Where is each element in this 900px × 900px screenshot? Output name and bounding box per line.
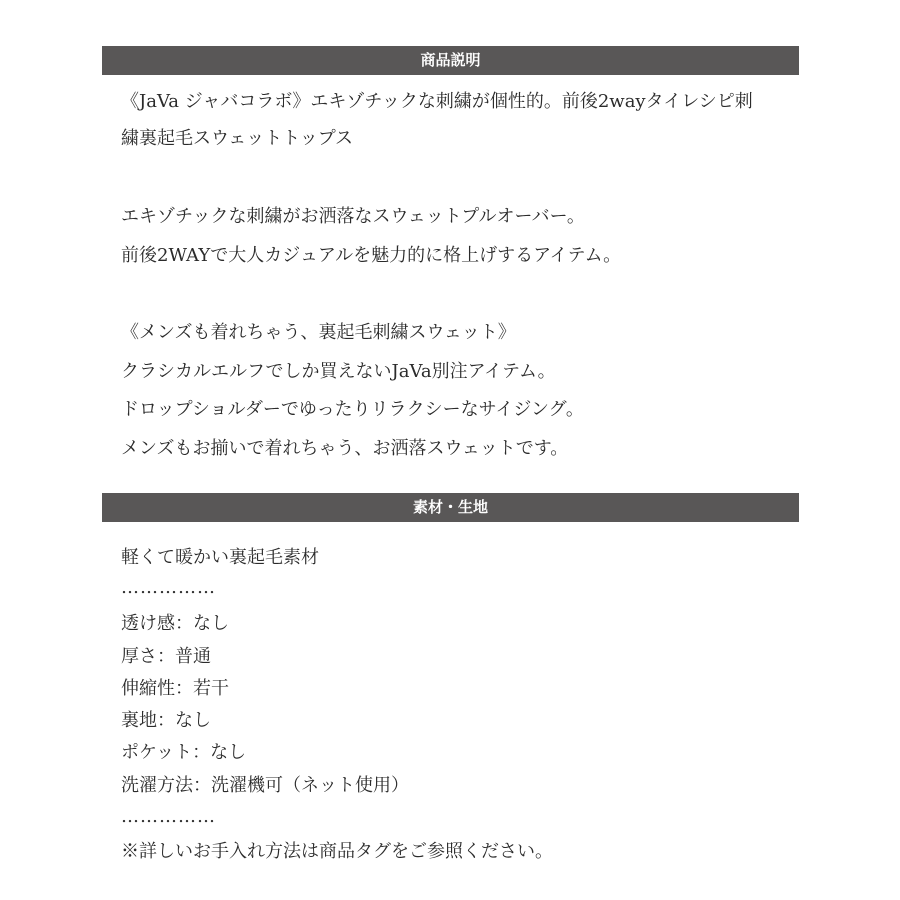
- description-line: 《JaVa ジャバコラボ》エキゾチックな刺繍が個性的。前後2wayタイレシピ刺: [121, 91, 753, 112]
- material-line: 透け感：なし: [121, 613, 229, 634]
- material-line: ポケット：なし: [121, 742, 247, 763]
- material-line: 裏地：なし: [121, 710, 211, 731]
- description-line: エキゾチックな刺繍がお洒落なスウェットプルオーバー。: [121, 206, 585, 227]
- description-line: 《メンズも着れちゃう、裏起毛刺繍スウェット》: [121, 322, 516, 343]
- section-header-description: 商品説明: [102, 46, 799, 75]
- material-line: 洗濯方法：洗濯機可（ネット使用）: [121, 775, 409, 796]
- description-line: 前後2WAYで大人カジュアルを魅力的に格上げするアイテム。: [121, 245, 622, 266]
- description-line: ドロップショルダーでゆったりリラクシーなサイジング。: [121, 399, 584, 420]
- description-line: 繍裏起毛スウェットトップス: [121, 128, 354, 149]
- material-line: 伸縮性：若干: [121, 678, 229, 699]
- material-line: 軽くて暖かい裏起毛素材: [121, 547, 319, 568]
- dotted-separator: ……………: [121, 577, 216, 598]
- section-header-material: 素材・生地: [102, 493, 799, 522]
- material-line: 厚さ：普通: [121, 646, 211, 667]
- description-line: メンズもお揃いで着れちゃう、お洒落スウェットです。: [121, 438, 569, 459]
- care-note: ※詳しいお手入れ方法は商品タグをご参照ください。: [121, 841, 553, 862]
- dotted-separator: ……………: [121, 806, 216, 827]
- description-line: クラシカルエルフでしか買えないJaVa別注アイテム。: [121, 361, 556, 382]
